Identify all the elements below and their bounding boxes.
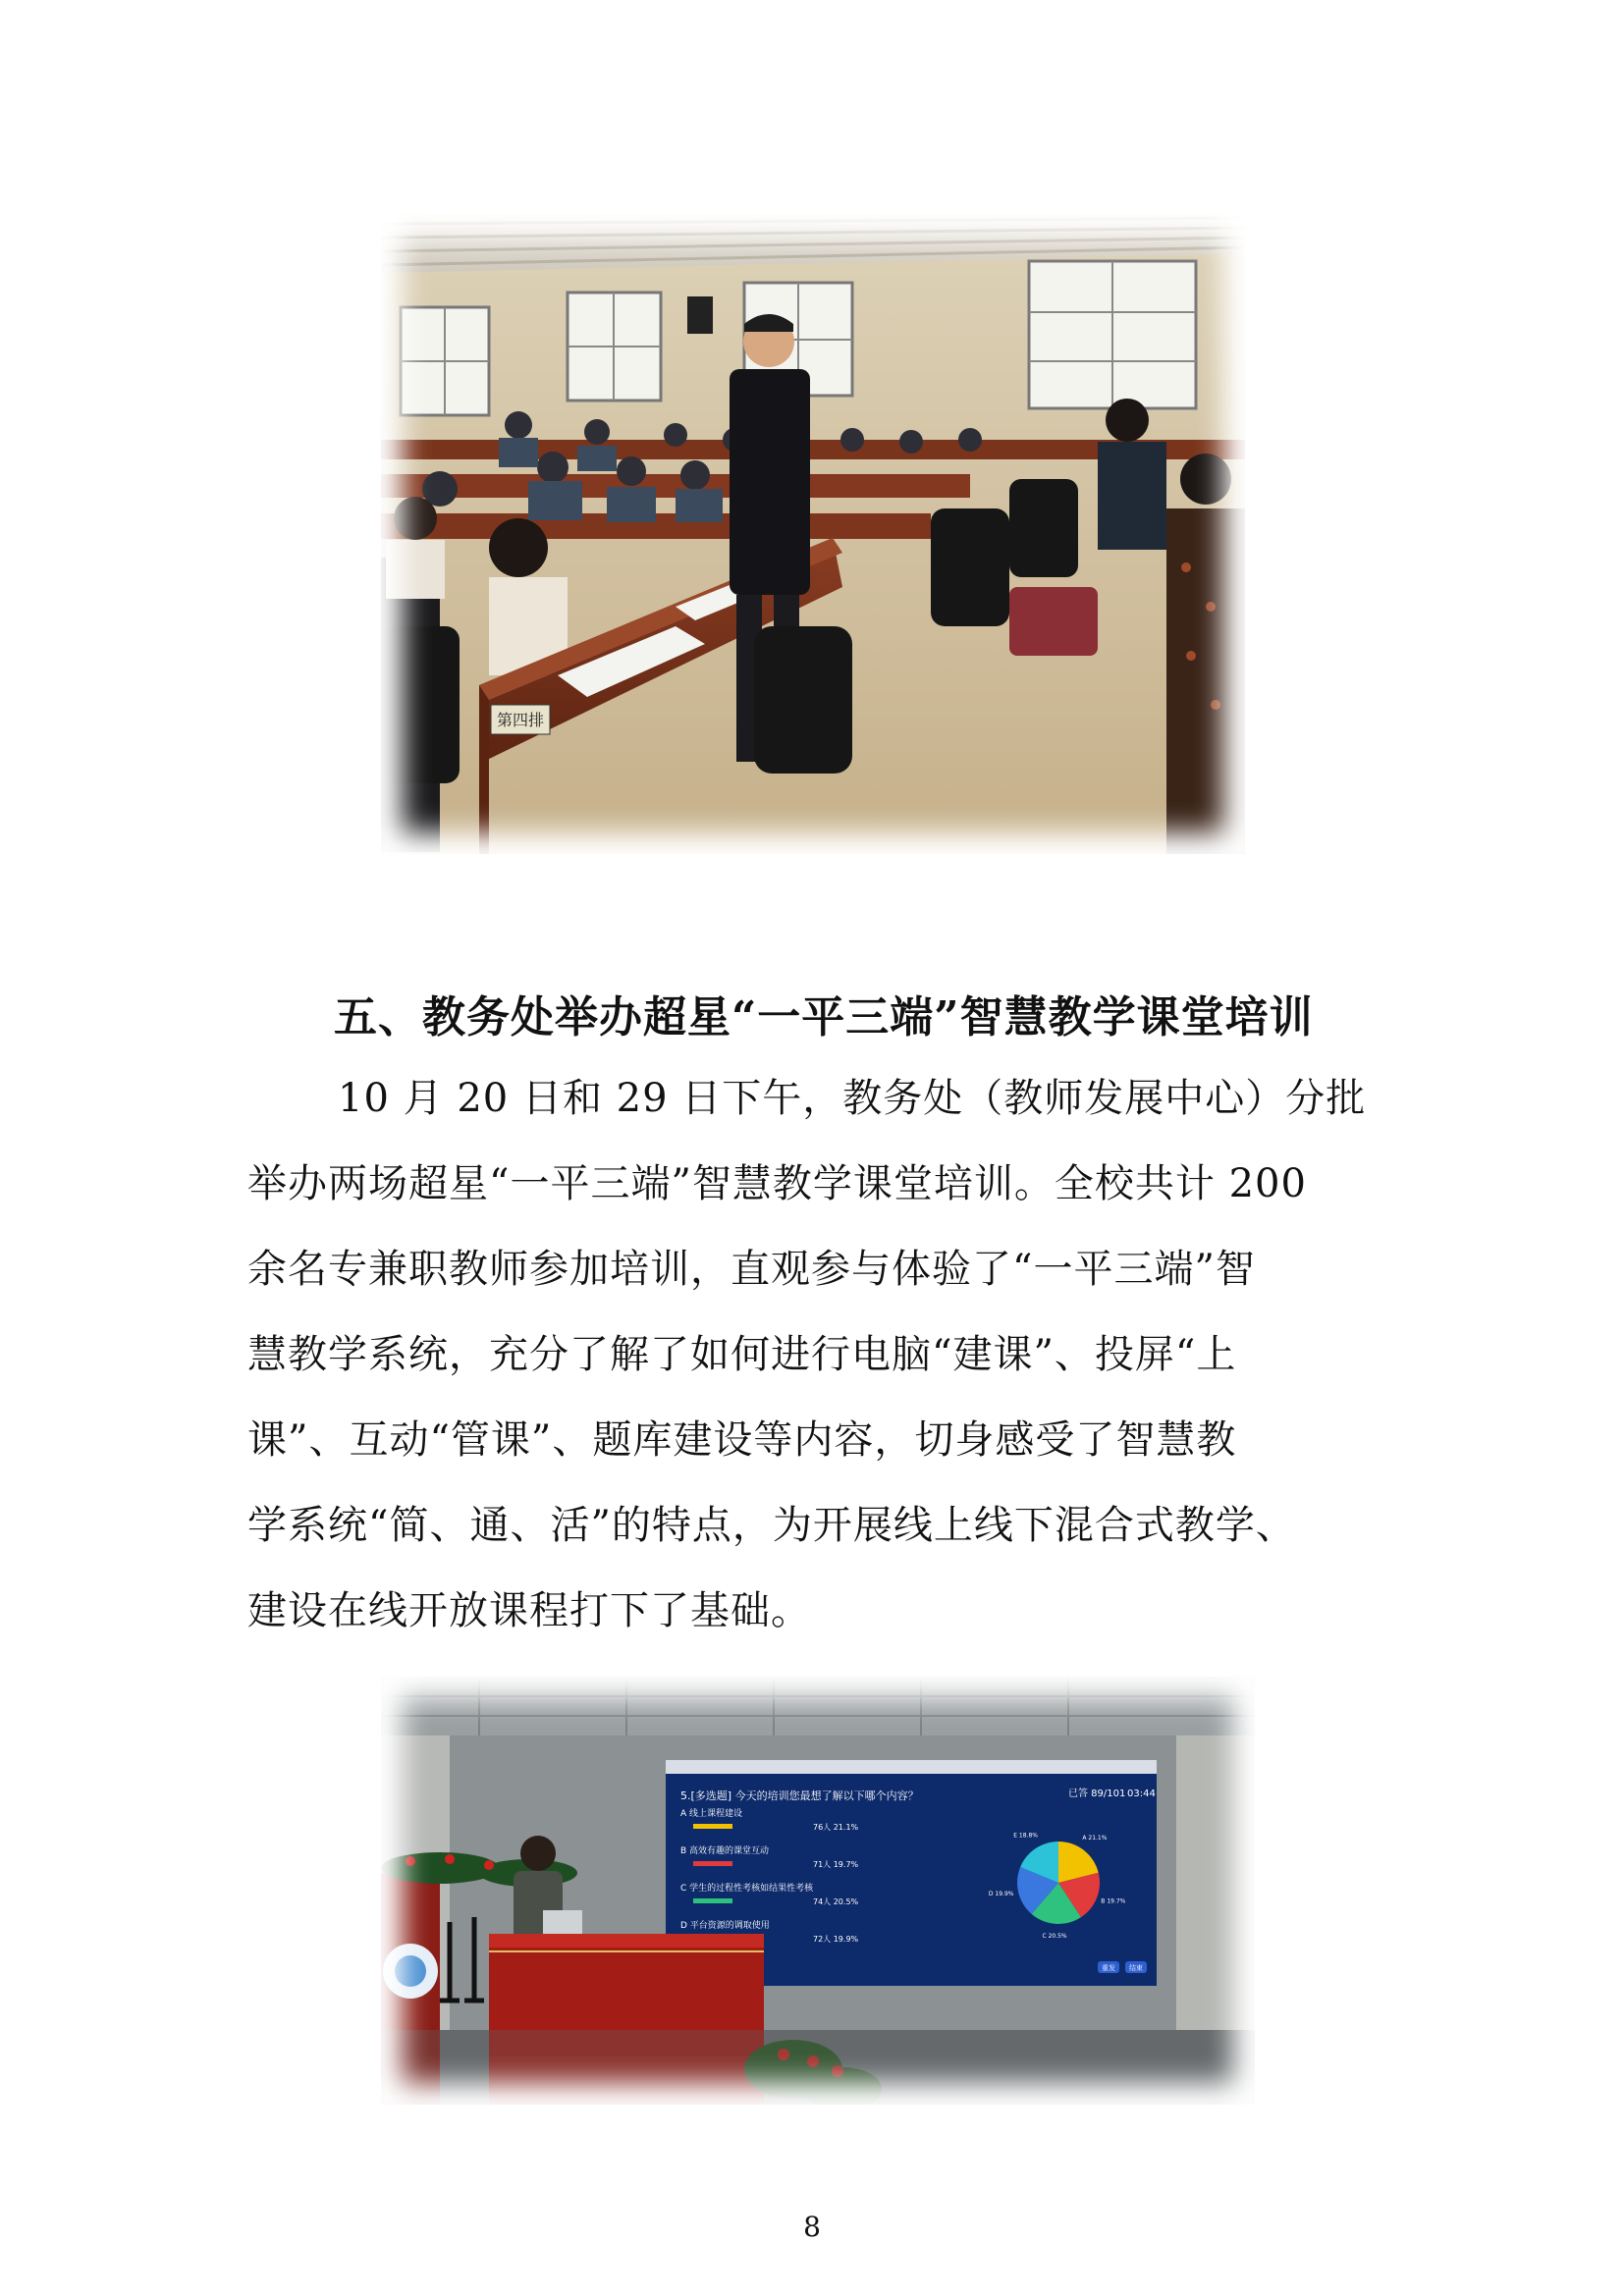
screen-option-label: C 学生的过程性考核如结果性考核 — [680, 1884, 814, 1894]
paragraph-line: 10 月 20 日和 29 日下午，教务处（教师发展中心）分批 — [338, 1076, 1367, 1121]
pie-label: C 20.5% — [1042, 1932, 1067, 1940]
page-number: 8 — [803, 2211, 821, 2243]
pie-label: B 19.7% — [1101, 1897, 1126, 1905]
screen-option-label: D 平台资源的调取使用 — [680, 1921, 770, 1931]
screen-option-bar — [693, 1824, 732, 1829]
screen-option-count: 72人 19.9% — [813, 1935, 859, 1944]
section-paragraph — [247, 1056, 1386, 1654]
paragraph-line: 余名专兼职教师参加培训，直观参与体验了“一平三端”智 — [247, 1247, 1256, 1292]
screen-question: 5.[多选题] 今天的培训您最想了解以下哪个内容？ — [680, 1789, 919, 1802]
seat-sign: 第四排 — [496, 711, 545, 729]
resend-button: 重发 — [1102, 1964, 1115, 1972]
paragraph-line: 慧教学系统，充分了解了如何进行电脑“建课”、投屏“上 — [247, 1332, 1237, 1377]
presentation-photo — [381, 1677, 1255, 2105]
screen-option-bar — [693, 1861, 732, 1866]
paragraph-line: 课”、互动“管课”、题库建设等内容，切身感受了智慧教 — [247, 1417, 1237, 1463]
end-button: 结束 — [1129, 1964, 1143, 1972]
screen-option-count: 74人 20.5% — [813, 1897, 859, 1906]
screen-option-label: A 线上课程建设 — [680, 1809, 743, 1819]
pie-label: A 21.1% — [1082, 1834, 1108, 1842]
screen-option-count: 71人 19.7% — [813, 1860, 859, 1869]
paragraph-line: 学系统“简、通、活”的特点，为开展线上线下混合式教学、 — [247, 1503, 1296, 1548]
screen-option-count: 76人 21.1% — [813, 1823, 859, 1832]
training-classroom-photo — [381, 214, 1245, 854]
screen-option-bar — [693, 1898, 732, 1903]
pie-label: D 19.9% — [988, 1891, 1014, 1898]
screen-timer: 03:44 — [1127, 1789, 1156, 1799]
pie-label: E 18.8% — [1013, 1832, 1038, 1840]
paragraph-line: 建设在线开放课程打下了基础。 — [247, 1588, 811, 1633]
section-heading: 五、教务处举办超星“一平三端”智慧教学课堂培训 — [334, 992, 1314, 1042]
screen-option-label: B 高效有趣的课堂互动 — [680, 1846, 770, 1856]
screen-counter: 已答 89/101 — [1068, 1789, 1126, 1799]
paragraph-line: 举办两场超星“一平三端”智慧教学课堂培训。全校共计 200 — [247, 1161, 1307, 1206]
